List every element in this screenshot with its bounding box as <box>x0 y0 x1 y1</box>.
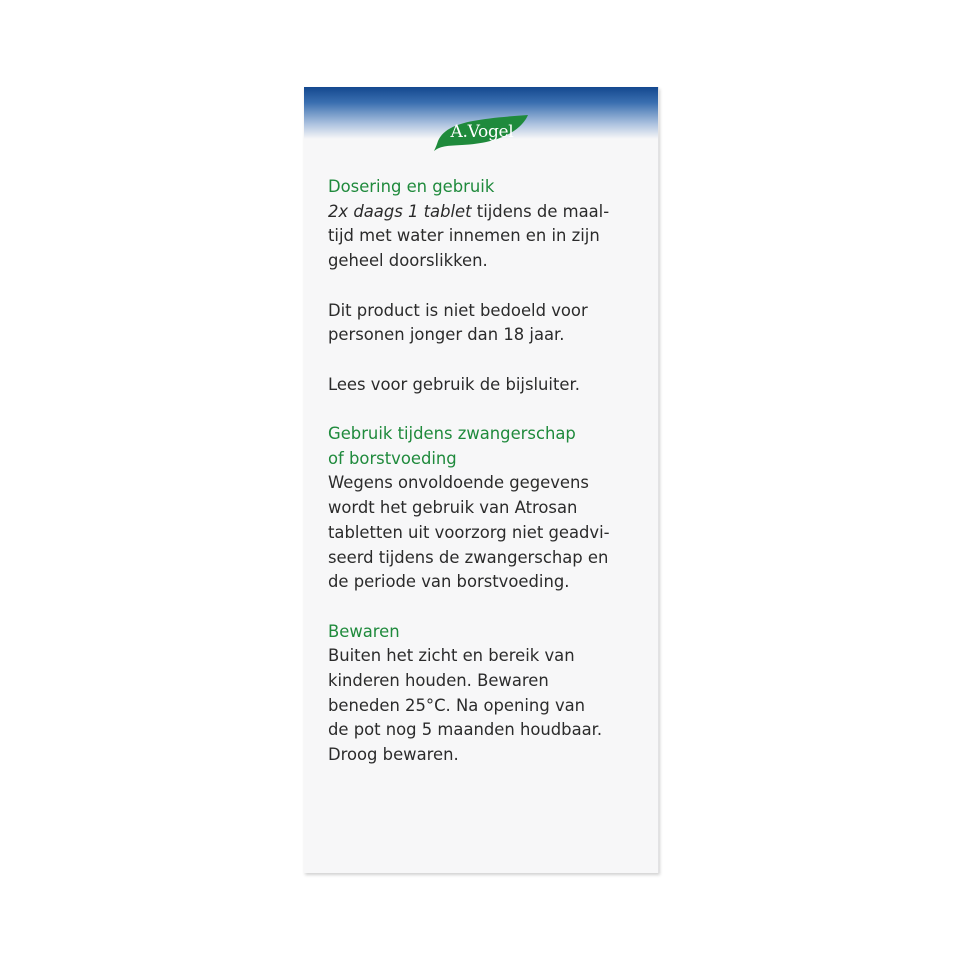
storage-heading: Bewaren <box>328 621 400 641</box>
storage-line: Droog bewaren. <box>328 745 459 765</box>
storage-line: de pot nog 5 maanden houdbaar. <box>328 720 603 740</box>
storage-line: beneden 25°C. Na opening van <box>328 695 586 715</box>
storage-line: Buiten het zicht en bereik van <box>328 646 575 666</box>
dosage-line-1-rest: tijdens de maal- <box>471 201 610 221</box>
dosage-emphasis: 2x daags 1 tablet <box>328 201 472 221</box>
storage-line: kinderen houden. Bewaren <box>328 671 549 690</box>
avogel-logo <box>432 111 532 151</box>
dosage-line-1 <box>328 200 643 225</box>
leaflet-note: Lees voor gebruik de bijsluiter. <box>328 374 580 394</box>
dosage-heading: Dosering en gebruik <box>328 177 495 196</box>
pregnancy-line: tabletten uit voorzorg niet geadvi- <box>328 522 610 542</box>
pregnancy-heading-line-2: of borstvoeding <box>328 448 457 468</box>
pregnancy-line: de periode van borstvoeding. <box>328 572 570 592</box>
package-side-panel <box>304 87 659 873</box>
pregnancy-heading-line-1: Gebruik tijdens zwangerschap <box>328 423 576 443</box>
age-line-2: personen jonger dan 18 jaar. <box>328 325 565 345</box>
dosage-line-3: geheel doorslikken. <box>328 251 488 271</box>
age-line-1: Dit product is niet bedoeld voor <box>328 300 588 320</box>
package-text <box>328 175 643 768</box>
pregnancy-line: wordt het gebruik van Atrosan <box>328 498 578 518</box>
logo-text: A.Vogel <box>450 122 514 142</box>
pregnancy-line: seerd tijdens de zwangerschap en <box>328 547 609 567</box>
pregnancy-line: Wegens onvoldoende gegevens <box>328 473 589 493</box>
dosage-line-2: tijd met water innemen en in zijn <box>328 226 600 246</box>
